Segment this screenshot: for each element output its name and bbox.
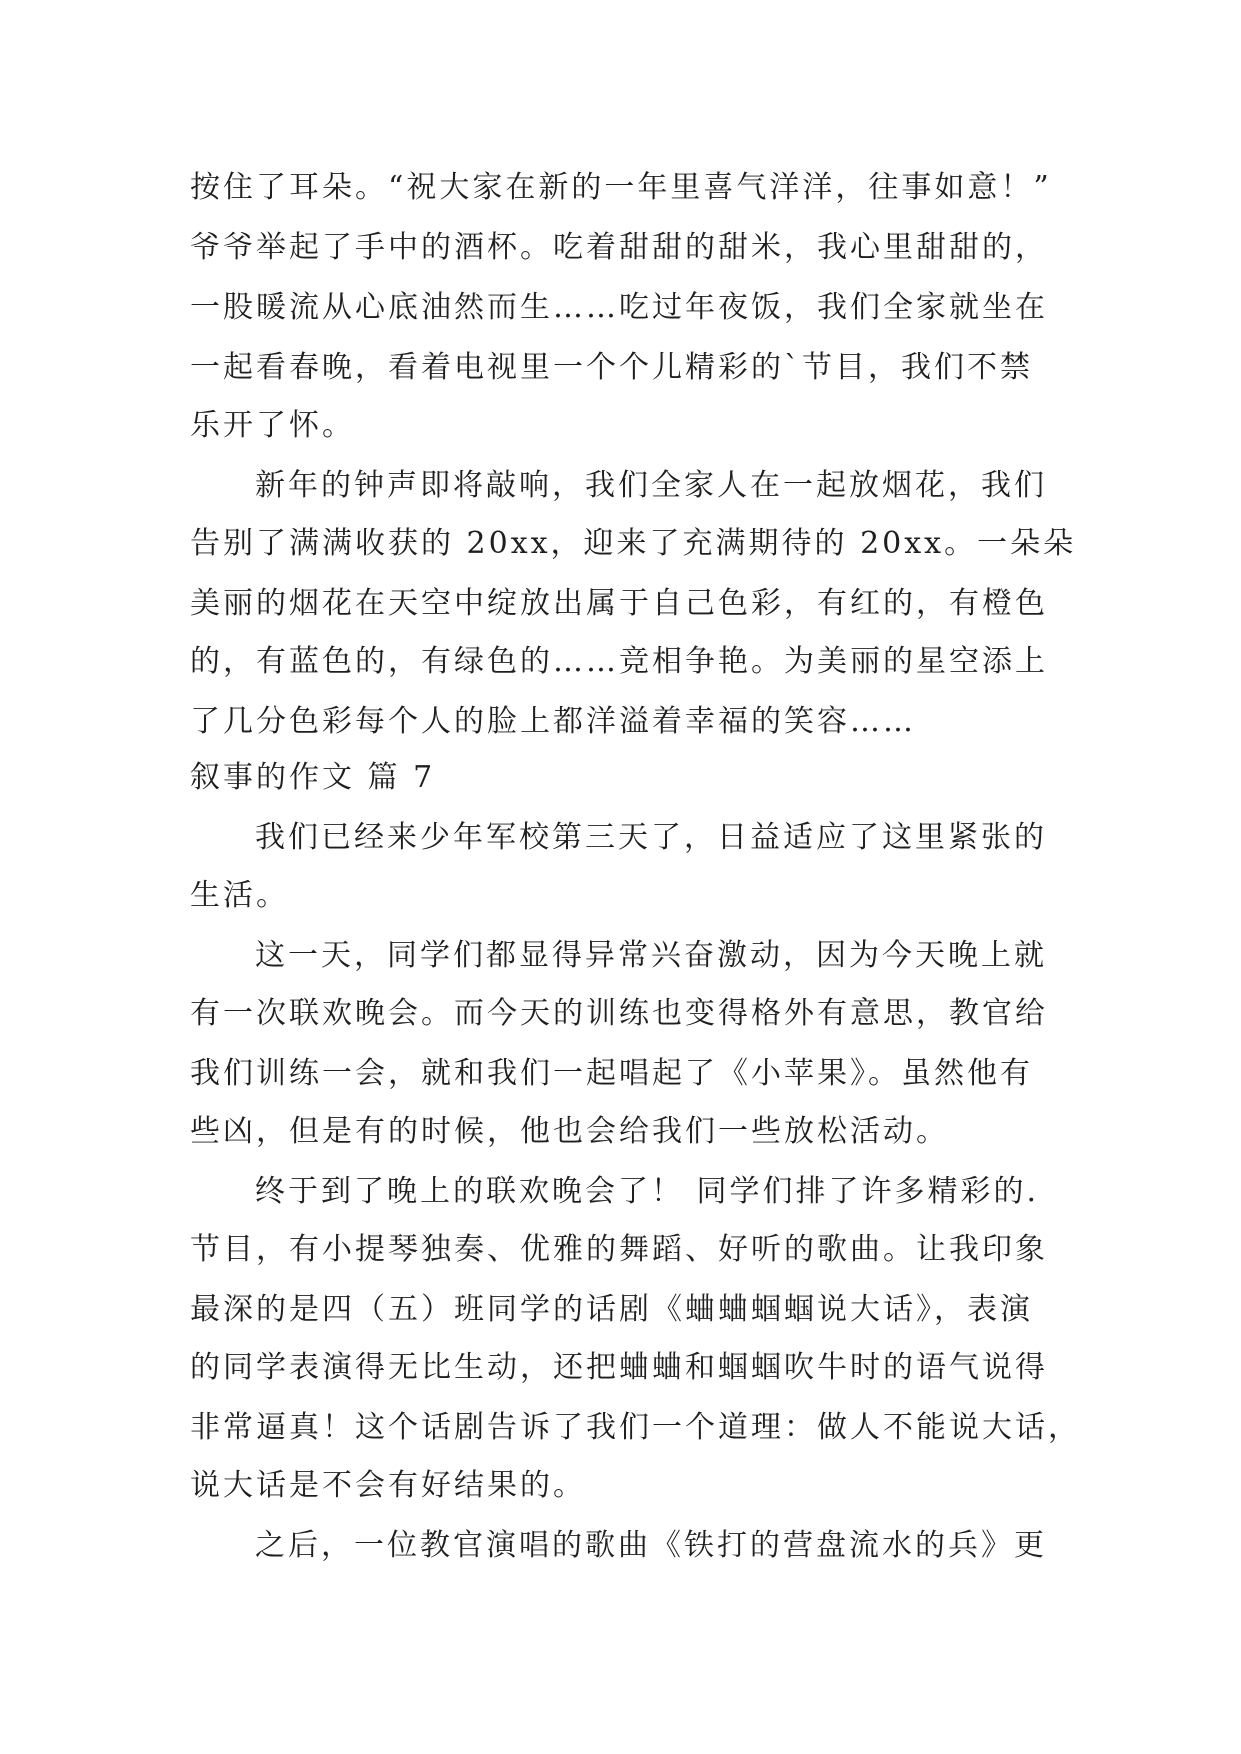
text-line: 节目，有小提琴独奏、优雅的舞蹈、好听的歌曲。让我印象 (190, 1232, 1048, 1267)
text-line: 说大话是不会有好结果的。 (190, 1468, 586, 1503)
text-line: 美丽的烟花在天空中绽放出属于自己色彩，有红的，有橙色 (190, 586, 1048, 621)
section-heading: 叙事的作文 篇 7 (190, 760, 436, 795)
paragraph-start-line: 这一天，同学们都显得异常兴奋激动，因为今天晚上就 (255, 938, 1047, 973)
text-line: 有一次联欢晚会。而今天的训练也变得格外有意思，教官给 (190, 996, 1048, 1031)
text-line: 些凶，但是有的时候，他也会给我们一些放松活动。 (190, 1114, 949, 1149)
text-line: 告别了满满收获的 20xx，迎来了充满期待的 20xx。一朵朵 (190, 526, 1077, 561)
text-line: 的同学表演得无比生动，还把蛐蛐和蝈蝈吹牛时的语气说得 (190, 1350, 1048, 1385)
text-line: 爷爷举起了手中的酒杯。吃着甜甜的甜米，我心里甜甜的， (190, 230, 1048, 265)
paragraph-start-line: 新年的钟声即将敲响，我们全家人在一起放烟花，我们 (255, 468, 1047, 503)
paragraph-start-line: 终于到了晚上的联欢晚会了！ 同学们排了许多精彩的. (255, 1174, 1040, 1209)
paragraph-start-line: 我们已经来少年军校第三天了，日益适应了这里紧张的 (255, 820, 1047, 855)
text-line: 生活。 (190, 878, 289, 913)
text-line: 按住了耳朵。“祝大家在新的一年里喜气洋洋，往事如意！” (190, 170, 1052, 205)
text-line: 乐开了怀。 (190, 408, 355, 443)
paragraph-start-line: 之后，一位教官演唱的歌曲《铁打的营盘流水的兵》更 (255, 1528, 1047, 1563)
text-line: 非常逼真！这个话剧告诉了我们一个道理：做人不能说大话， (190, 1410, 1081, 1445)
text-line: 一起看春晚，看着电视里一个个儿精彩的`节目，我们不禁 (190, 350, 1033, 385)
text-line: 最深的是四（五）班同学的话剧《蛐蛐蝈蝈说大话》，表演 (190, 1292, 1033, 1327)
text-line: 我们训练一会，就和我们一起唱起了《小苹果》。虽然他有 (190, 1056, 1033, 1091)
text-line: 了几分色彩每个人的脸上都洋溢着幸福的笑容…… (190, 704, 916, 739)
text-line: 的，有蓝色的，有绿色的……竞相争艳。为美丽的星空添上 (190, 644, 1048, 679)
text-line: 一股暖流从心底油然而生……吃过年夜饭，我们全家就坐在 (190, 290, 1048, 325)
